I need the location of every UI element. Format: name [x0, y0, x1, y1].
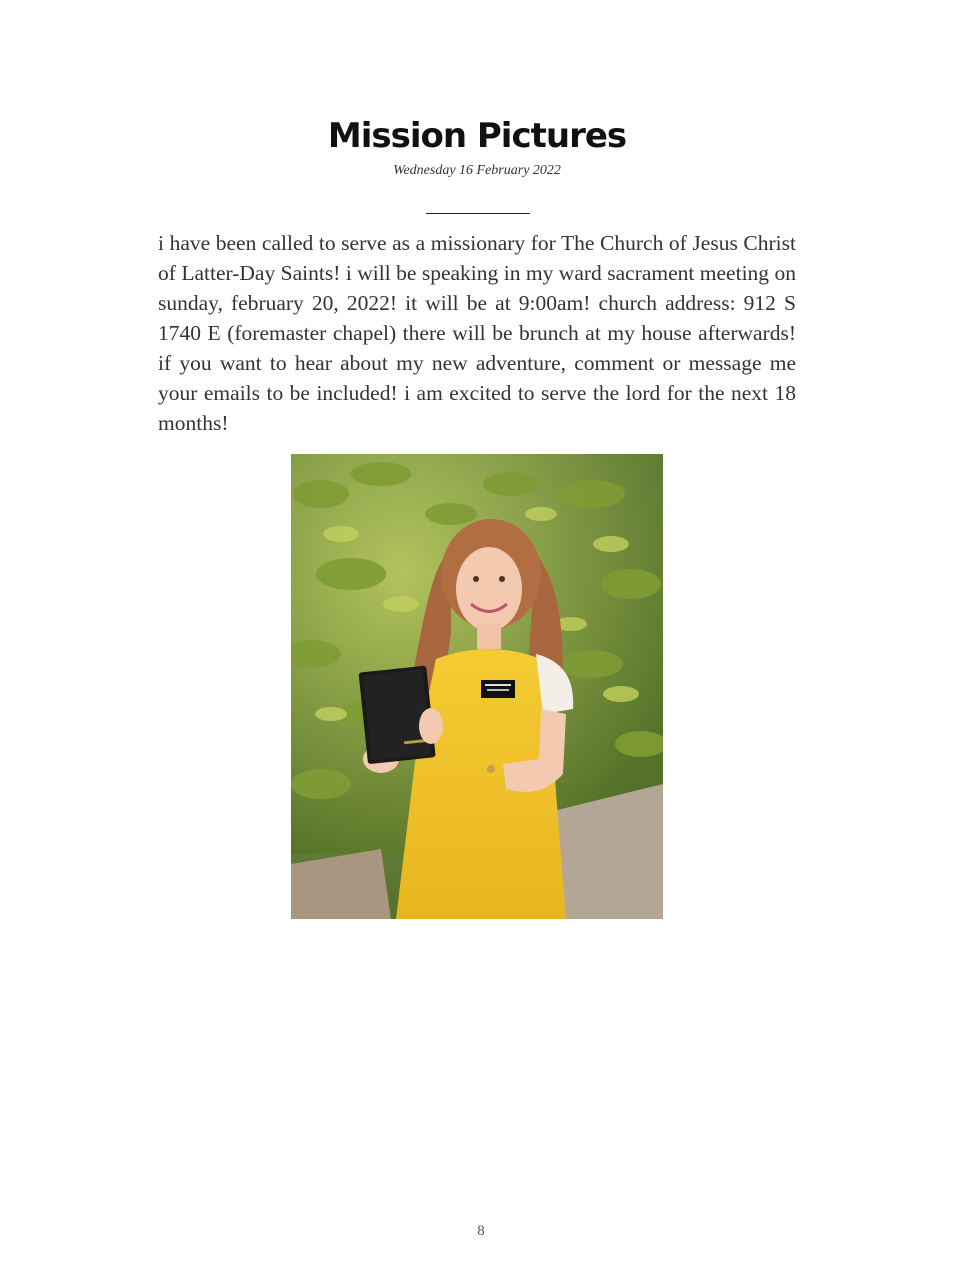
- missionary-photo: [291, 454, 663, 919]
- title-divider: [426, 213, 530, 214]
- post-date: Wednesday 16 February 2022: [393, 163, 561, 178]
- page-number: 8: [477, 1223, 485, 1239]
- post-body: i have been called to serve as a missionary for The Church of Jesus Christ of Latter-Day Saints! i will be speaking in my ward sacrament meeting on sunday, february 20, 2022! it will be at 9:00am! church address: 912 S 1740 E (foremaster chapel) there will be brunch at my house afterwards! if you want to hear about my new adventure, comment or message me your emails to be included! i am excited to serve the lord for the next 18 months!: [158, 231, 796, 435]
- page-title: Mission Pictures: [327, 116, 627, 156]
